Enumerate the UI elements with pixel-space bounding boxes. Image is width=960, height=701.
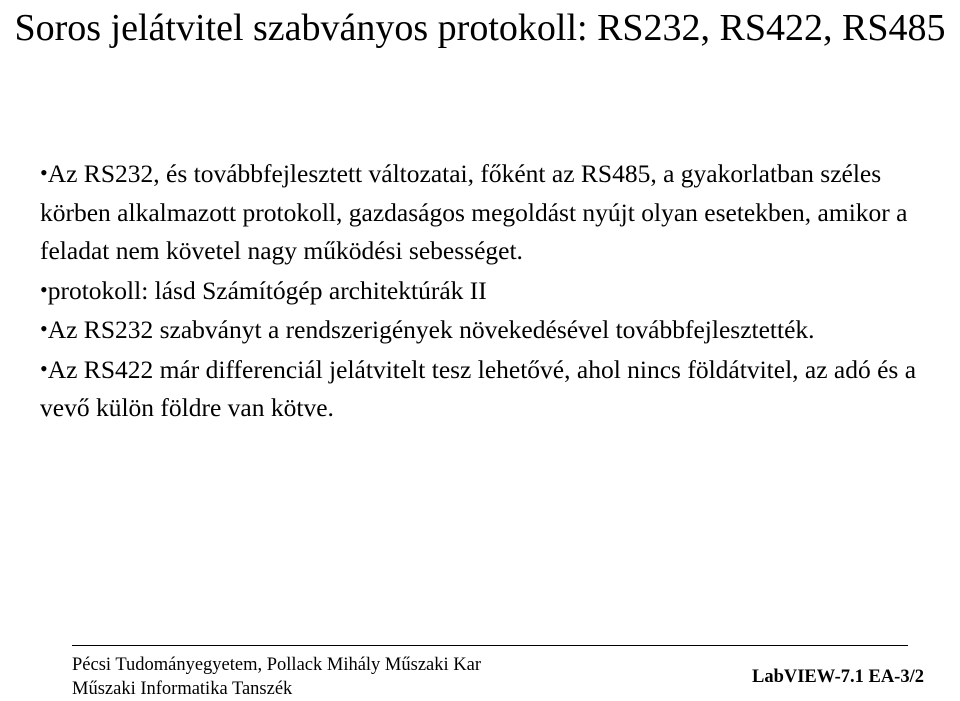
bullet-item [40,310,940,350]
bullet-item [40,154,940,271]
bullet-list [40,154,940,428]
bullet-dot: • [40,316,48,341]
bullet-text: protokoll: lásd Számítógép architektúrák II [47,275,487,305]
footer-slide-code: LabVIEW-7.1 EA-3/2 [751,667,924,687]
bullet-item [40,271,940,311]
bullet-dot: • [40,276,48,302]
footer-institution-line2: Műszaki Informatika Tanszék [72,679,293,699]
bullet-text: Az RS232 szabványt a rendszerigények növekedésével továbbfejlesztették. [47,315,815,344]
bullet-dot: • [40,355,48,381]
bullet-item [40,350,940,428]
bullet-dot: • [40,160,48,185]
bullet-text: Az RS422 már differenciál jelátvitelt tesz lehetővé, ahol nincs földátvitel, az adó és a vevő külön földre van kötve. [40,354,917,422]
footer-institution-line1: Pécsi Tudományegyetem, Pollack Mihály Műszaki Kar [72,655,482,675]
slide-title: Soros jelátvitel szabványos protokoll: RS232, RS422, RS485 [14,7,946,49]
footer-divider [72,645,908,646]
footer-institution [72,653,481,701]
bullet-text: Az RS232, és továbbfejlesztett változatai, főként az RS485, a gyakorlatban széles körben alkalmazott protokoll, gazdaságos megoldást nyújt olyan esetekben, amikor a feladat nem követel nagy működési sebességet. [40,159,908,265]
